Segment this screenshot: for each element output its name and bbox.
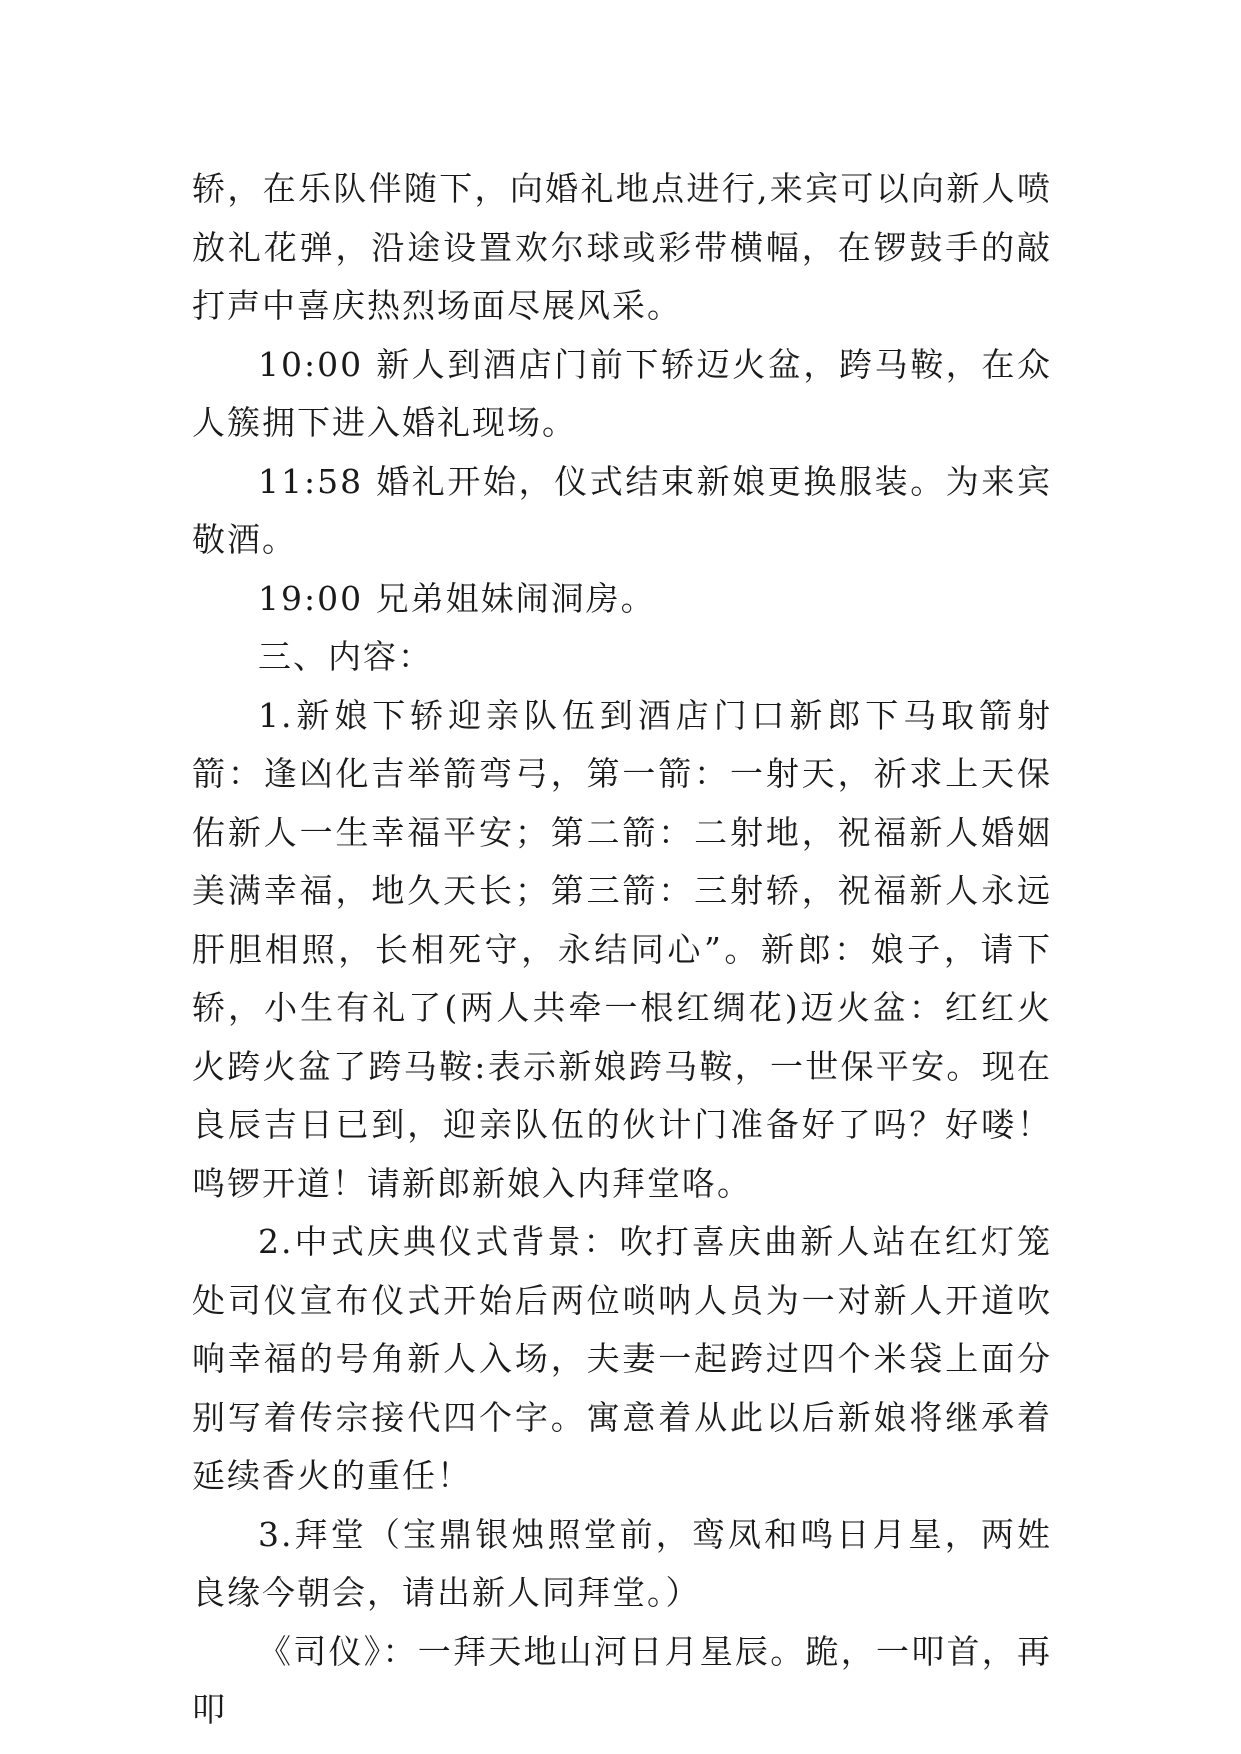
paragraph: 1.新娘下轿迎亲队伍到酒店门口新郎下马取箭射箭：逢凶化吉举箭弯弓，第一箭：一射天，祈求上天保佑新人一生幸福平安；第二箭：二射地，祝福新人婚姻美满幸福，地久天长；第三箭：三射轿，祝福新人永远肝胆相照，长相死守，永结同心”。新郎：娘子，请下轿，小生有礼了(两人共牵一根红绸花)迈火盆：红红火火跨火盆了跨马鞍:表示新娘跨马鞍，一世保平安。现在良辰吉日已到，迎亲队伍的伙计门准备好了吗？好喽！鸣锣开道！请新郎新娘入内拜堂咯。 <box>192 695 1052 1203</box>
paragraph: 19:00 兄弟姐妹闹洞房。 <box>258 578 656 618</box>
paragraph: 3.拜堂（宝鼎银烛照堂前，鸾凤和鸣日月星，两姓良缘今朝会，请出新人同拜堂。） <box>192 1514 1052 1612</box>
section-heading: 三、内容： <box>258 637 433 676</box>
paragraph: 10:00 新人到酒店门前下轿迈火盆，跨马鞍，在众人簇拥下进入婚礼现场。 <box>192 344 1052 442</box>
paragraph: 11:58 婚礼开始，仪式结束新娘更换服装。为来宾敬酒。 <box>192 461 1052 559</box>
paragraph: 轿，在乐队伴随下，向婚礼地点进行,来宾可以向新人喷放礼花弹，沿途设置欢尔球或彩带横幅，在锣鼓手的敲打声中喜庆热烈场面尽展风采。 <box>192 169 1052 325</box>
paragraph: 2.中式庆典仪式背景：吹打喜庆曲新人站在红灯笼处司仪宣布仪式开始后两位唢呐人员为一对新人开道吹响幸福的号角新人入场，夫妻一起跨过四个米袋上面分别写着传宗接代四个字。寓意着从此以后新娘将继承着延续香火的重任！ <box>192 1222 1052 1495</box>
paragraph: 《司仪》：一拜天地山河日月星辰。跪，一叩首，再叩 <box>192 1631 1052 1729</box>
body-text <box>192 160 1052 1740</box>
